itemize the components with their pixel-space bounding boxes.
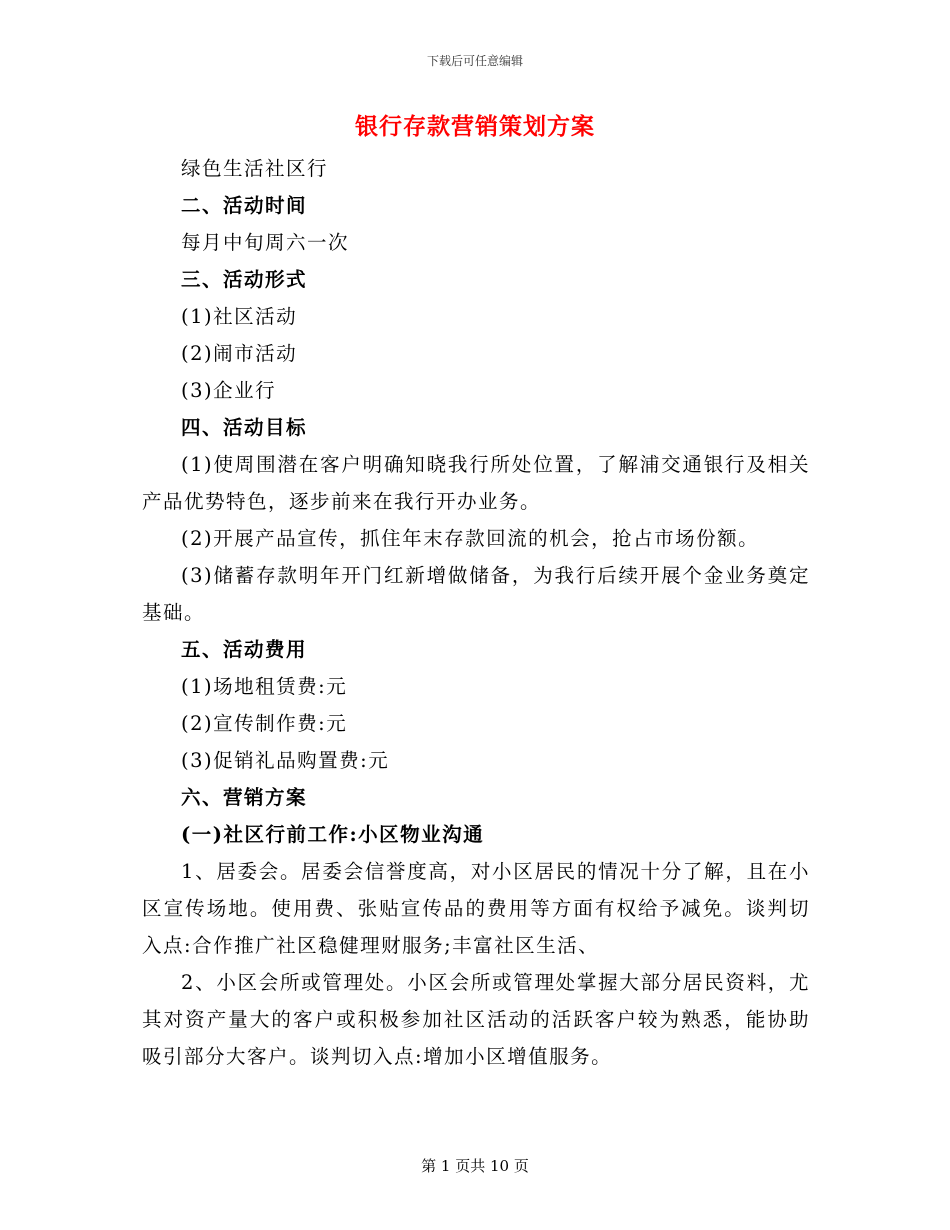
list-item: (3)促销礼品购置费:元 <box>181 749 390 772</box>
paragraph: 绿色生活社区行 <box>181 157 329 180</box>
paragraph: 每月中旬周六一次 <box>181 231 350 254</box>
page-header: 下载后可任意编辑 <box>426 54 523 68</box>
subsection-heading: (一)社区行前工作:小区物业沟通 <box>181 823 485 846</box>
list-item: (2)闹市活动 <box>181 342 298 365</box>
list-item: (1)社区活动 <box>181 305 298 328</box>
paragraph: 2、小区会所或管理处。小区会所或管理处掌握大部分居民资料，尤其对资产量大的客户或积极参加社区活动的活跃客户较为熟悉，能协助吸引部分大客户。谈判切入点:增加小区增值服务。 <box>142 971 810 1068</box>
section-heading: 五、活动费用 <box>181 638 308 661</box>
list-item: (3)企业行 <box>181 379 277 402</box>
paragraph: 1、居委会。居委会信誉度高，对小区居民的情况十分了解，且在小区宣传场地。使用费、张贴宣传品的费用等方面有权给予减免。谈判切入点:合作推广社区稳健理财服务;丰富社区生活、 <box>142 860 810 957</box>
section-heading: 四、活动目标 <box>181 416 308 439</box>
list-item: (2)宣传制作费:元 <box>181 712 348 735</box>
page-footer: 第 1 页共 10 页 <box>421 1157 529 1175</box>
list-item: (2)开展产品宣传，抓住年末存款回流的机会，抢占市场份额。 <box>181 527 760 550</box>
document-body <box>142 150 810 1075</box>
list-item: (1)使周围潜在客户明确知晓我行所处位置，了解浦交通银行及相关产品优势特色，逐步前来在我行开办业务。 <box>142 453 810 513</box>
section-heading: 二、活动时间 <box>181 194 308 217</box>
list-item: (1)场地租赁费:元 <box>181 675 348 698</box>
section-heading: 三、活动形式 <box>181 268 308 291</box>
section-heading: 六、营销方案 <box>181 786 308 809</box>
document-title: 银行存款营销策划方案 <box>355 113 595 140</box>
list-item: (3)储蓄存款明年开门红新增做储备，为我行后续开展个金业务奠定基础。 <box>142 564 810 624</box>
